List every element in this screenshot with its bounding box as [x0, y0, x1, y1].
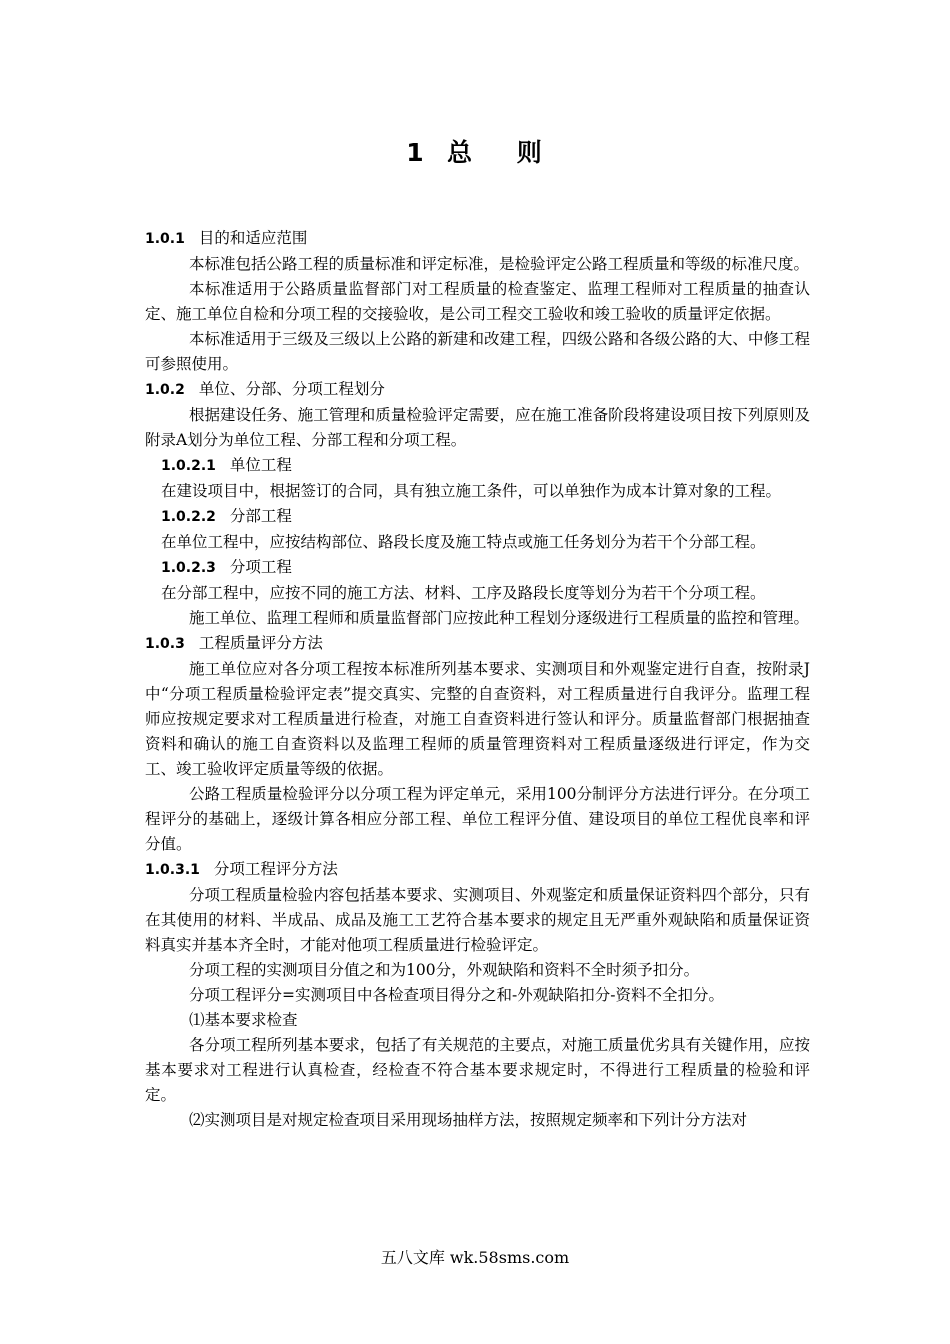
section-number: 1.0.1: [145, 231, 185, 247]
section-title: 目的和适应范围: [198, 229, 308, 247]
paragraph: 公路工程质量检验评分以分项工程为评定单元，采用100分制评分方法进行评分。在分项工程评分的基础上，逐级计算各相应分部工程、单位工程评分值、建设项目的单位工程优良率和评分值。: [145, 785, 810, 853]
section-heading: [145, 377, 810, 403]
paragraph: ⑵实测项目是对规定检查项目采用现场抽样方法，按照规定频率和下列计分方法对: [189, 1111, 748, 1129]
paragraph: ⑴基本要求检查: [189, 1011, 298, 1029]
paragraph: 在建设项目中，根据签订的合同，具有独立施工条件，可以单独作为成本计算对象的工程。: [161, 482, 782, 500]
paragraph: 施工单位应对各分项工程按本标准所列基本要求、实测项目和外观鉴定进行自查，按附录J中“分项工程质量检验评定表”提交真实、完整的自查资料，对工程质量进行自我评分。监理工程师应按规定要求对工程质量进行检查，对施工自查资料进行签认和评分。质量监督部门根据抽查资料和确认的施工自查资料以及监理工程师的质量管理资料对工程质量逐级进行评定，作为交工、竣工验收评定质量等级的依据。: [145, 660, 810, 778]
section-number: 1.0.2: [145, 382, 185, 398]
section-heading: [145, 631, 810, 657]
paragraph: 根据建设任务、施工管理和质量检验评定需要，应在施工准备阶段将建设项目按下列原则及附录A划分为单位工程、分部工程和分项工程。: [145, 406, 810, 449]
paragraph: 在单位工程中，应按结构部位、路段长度及施工特点或施工任务划分为若干个分部工程。: [161, 533, 766, 551]
paragraph: 本标准适用于三级及三级以上公路的新建和改建工程，四级公路和各级公路的大、中修工程可参照使用。: [145, 330, 810, 373]
section-title: 分项工程评分方法: [213, 860, 338, 878]
section-heading: [145, 453, 810, 479]
paragraph: 在分部工程中，应按不同的施工方法、材料、工序及路段长度等划分为若干个分项工程。: [161, 584, 766, 602]
section-title: 单位、分部、分项工程划分: [198, 380, 385, 398]
section-heading: [145, 555, 810, 581]
section-heading: [145, 857, 810, 883]
section-number: 1.0.2.2: [161, 509, 216, 525]
paragraph: 本标准包括公路工程的质量标准和评定标准，是检验评定公路工程质量和等级的标准尺度。: [189, 255, 810, 273]
section-number: 1.0.2.1: [161, 458, 216, 474]
section-title: 单位工程: [229, 456, 292, 474]
paragraph: 分项工程评分=实测项目中各检查项目得分之和-外观缺陷扣分-资料不全扣分。: [189, 986, 724, 1004]
paragraph: 本标准适用于公路质量监督部门对工程质量的检查鉴定、监理工程师对工程质量的抽查认定、施工单位自检和分项工程的交接验收，是公司工程交工验收和竣工验收的质量评定依据。: [145, 280, 810, 323]
section-number: 1.0.3.1: [145, 862, 200, 878]
section-heading: [145, 226, 810, 252]
section-title: 分项工程: [229, 558, 292, 576]
section-heading: [145, 504, 810, 530]
section-number: 1.0.3: [145, 636, 185, 652]
section-title: 工程质量评分方法: [198, 634, 323, 652]
page-footer: 五八文库 wk.58sms.com: [380, 1248, 570, 1267]
paragraph: 施工单位、监理工程师和质量监督部门应按此种工程划分逐级进行工程质量的监控和管理。: [189, 609, 810, 627]
document-body: [145, 226, 810, 1133]
section-title: 分部工程: [229, 507, 292, 525]
paragraph: 分项工程的实测项目分值之和为100分，外观缺陷和资料不全时须予扣分。: [189, 961, 700, 979]
paragraph: 分项工程质量检验内容包括基本要求、实测项目、外观鉴定和质量保证资料四个部分，只有在其使用的材料、半成品、成品及施工工艺符合基本要求的规定且无严重外观缺陷和质量保证资料真实并基本齐全时，才能对他项工程质量进行检验评定。: [145, 886, 810, 954]
page-title: 1 总 则: [406, 138, 544, 167]
paragraph: 各分项工程所列基本要求，包括了有关规范的主要点，对施工质量优劣具有关键作用，应按基本要求对工程进行认真检查，经检查不符合基本要求规定时，不得进行工程质量的检验和评定。: [145, 1036, 810, 1104]
section-number: 1.0.2.3: [161, 560, 216, 576]
